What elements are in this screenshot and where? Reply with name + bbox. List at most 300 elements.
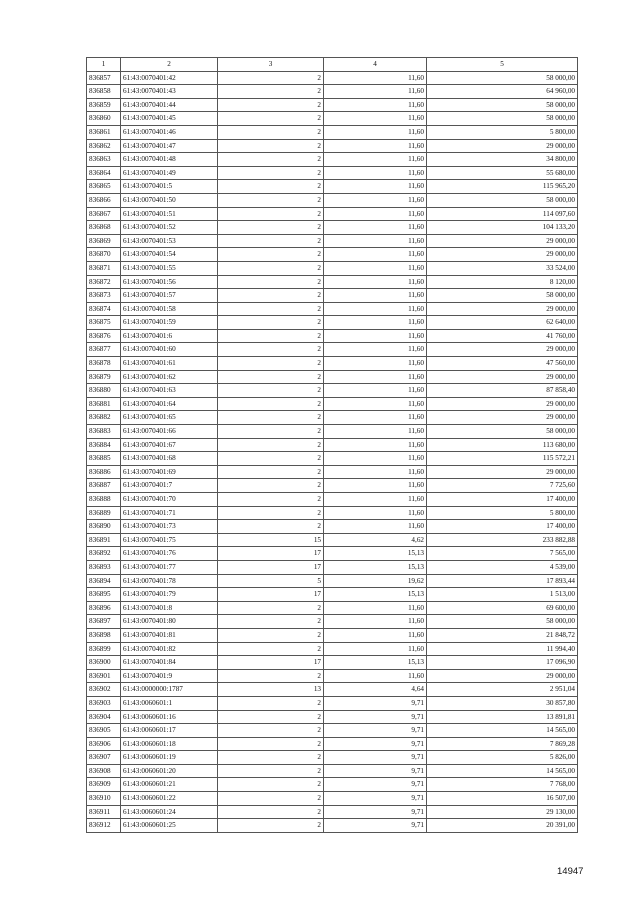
table-row xyxy=(87,683,578,697)
row-id-cell: 836861 xyxy=(87,125,121,139)
cadastral-number-cell: 61:43:0070401:43 xyxy=(121,85,218,99)
rate-cell: 15,13 xyxy=(324,560,427,574)
row-id-cell: 836859 xyxy=(87,98,121,112)
amount-cell: 29 000,00 xyxy=(427,234,578,248)
rate-cell: 19,62 xyxy=(324,574,427,588)
row-id-cell: 836898 xyxy=(87,628,121,642)
row-id-cell: 836902 xyxy=(87,683,121,697)
amount-cell: 5 800,00 xyxy=(427,506,578,520)
table-row xyxy=(87,479,578,493)
rate-cell: 11,60 xyxy=(324,397,427,411)
table-row xyxy=(87,261,578,275)
row-id-cell: 836885 xyxy=(87,452,121,466)
table-row xyxy=(87,601,578,615)
rate-cell: 9,71 xyxy=(324,764,427,778)
table-row xyxy=(87,737,578,751)
table-row xyxy=(87,574,578,588)
cadastral-number-cell: 61:43:0060601:18 xyxy=(121,737,218,751)
table-row xyxy=(87,397,578,411)
column-header-4: 4 xyxy=(324,58,427,72)
table-row xyxy=(87,85,578,99)
cadastral-number-cell: 61:43:0070401:78 xyxy=(121,574,218,588)
rate-cell: 11,60 xyxy=(324,628,427,642)
category-cell: 2 xyxy=(218,153,324,167)
row-id-cell: 836892 xyxy=(87,547,121,561)
category-cell: 2 xyxy=(218,642,324,656)
row-id-cell: 836891 xyxy=(87,533,121,547)
row-id-cell: 836884 xyxy=(87,438,121,452)
table-row xyxy=(87,520,578,534)
rate-cell: 11,60 xyxy=(324,85,427,99)
rate-cell: 11,60 xyxy=(324,493,427,507)
amount-cell: 20 391,00 xyxy=(427,819,578,833)
category-cell: 2 xyxy=(218,193,324,207)
amount-cell: 14 565,00 xyxy=(427,764,578,778)
row-id-cell: 836893 xyxy=(87,560,121,574)
category-cell: 2 xyxy=(218,316,324,330)
category-cell: 2 xyxy=(218,289,324,303)
table-row xyxy=(87,560,578,574)
amount-cell: 233 882,88 xyxy=(427,533,578,547)
table-body xyxy=(87,71,578,832)
cadastral-number-cell: 61:43:0070401:61 xyxy=(121,357,218,371)
category-cell: 5 xyxy=(218,574,324,588)
rate-cell: 11,60 xyxy=(324,642,427,656)
row-id-cell: 836911 xyxy=(87,805,121,819)
cadastral-number-cell: 61:43:0070401:71 xyxy=(121,506,218,520)
amount-cell: 14 565,00 xyxy=(427,724,578,738)
cadastral-number-cell: 61:43:0070401:46 xyxy=(121,125,218,139)
rate-cell: 11,60 xyxy=(324,193,427,207)
table-row xyxy=(87,221,578,235)
table-row xyxy=(87,370,578,384)
category-cell: 2 xyxy=(218,819,324,833)
rate-cell: 11,60 xyxy=(324,384,427,398)
table-row xyxy=(87,248,578,262)
table-row xyxy=(87,425,578,439)
table-row xyxy=(87,724,578,738)
table-row xyxy=(87,778,578,792)
table-row xyxy=(87,452,578,466)
amount-cell: 47 560,00 xyxy=(427,357,578,371)
amount-cell: 29 000,00 xyxy=(427,465,578,479)
category-cell: 2 xyxy=(218,425,324,439)
category-cell: 2 xyxy=(218,438,324,452)
row-id-cell: 836870 xyxy=(87,248,121,262)
cadastral-number-cell: 61:43:0070401:73 xyxy=(121,520,218,534)
table-row xyxy=(87,357,578,371)
amount-cell: 69 600,00 xyxy=(427,601,578,615)
table-row xyxy=(87,166,578,180)
rate-cell: 11,60 xyxy=(324,180,427,194)
cadastral-number-cell: 61:43:0070401:75 xyxy=(121,533,218,547)
rate-cell: 11,60 xyxy=(324,343,427,357)
category-cell: 2 xyxy=(218,452,324,466)
cadastral-number-cell: 61:43:0070401:63 xyxy=(121,384,218,398)
cadastral-number-cell: 61:43:0070401:49 xyxy=(121,166,218,180)
category-cell: 17 xyxy=(218,588,324,602)
amount-cell: 33 524,00 xyxy=(427,261,578,275)
rate-cell: 11,60 xyxy=(324,438,427,452)
table-row xyxy=(87,71,578,85)
row-id-cell: 836896 xyxy=(87,601,121,615)
rate-cell: 9,71 xyxy=(324,710,427,724)
rate-cell: 11,60 xyxy=(324,248,427,262)
cadastral-number-cell: 61:43:0070401:42 xyxy=(121,71,218,85)
category-cell: 2 xyxy=(218,737,324,751)
category-cell: 2 xyxy=(218,751,324,765)
category-cell: 2 xyxy=(218,615,324,629)
amount-cell: 17 400,00 xyxy=(427,493,578,507)
amount-cell: 13 891,81 xyxy=(427,710,578,724)
table-row xyxy=(87,438,578,452)
category-cell: 2 xyxy=(218,139,324,153)
row-id-cell: 836862 xyxy=(87,139,121,153)
category-cell: 2 xyxy=(218,628,324,642)
table-row xyxy=(87,193,578,207)
header-row xyxy=(87,58,578,72)
row-id-cell: 836894 xyxy=(87,574,121,588)
cadastral-number-cell: 61:43:0070401:59 xyxy=(121,316,218,330)
category-cell: 2 xyxy=(218,302,324,316)
column-header-2: 2 xyxy=(121,58,218,72)
table-row xyxy=(87,751,578,765)
cadastral-number-cell: 61:43:0070401:6 xyxy=(121,329,218,343)
cadastral-number-cell: 61:43:0060601:25 xyxy=(121,819,218,833)
category-cell: 2 xyxy=(218,234,324,248)
category-cell: 2 xyxy=(218,669,324,683)
rate-cell: 11,60 xyxy=(324,357,427,371)
table-row xyxy=(87,234,578,248)
amount-cell: 87 858,40 xyxy=(427,384,578,398)
cadastral-number-cell: 61:43:0070401:81 xyxy=(121,628,218,642)
cadastral-number-cell: 61:43:0070401:65 xyxy=(121,411,218,425)
row-id-cell: 836865 xyxy=(87,180,121,194)
cadastral-number-cell: 61:43:0070401:77 xyxy=(121,560,218,574)
category-cell: 2 xyxy=(218,166,324,180)
amount-cell: 17 096,90 xyxy=(427,656,578,670)
table-row xyxy=(87,465,578,479)
rate-cell: 9,71 xyxy=(324,737,427,751)
amount-cell: 41 760,00 xyxy=(427,329,578,343)
row-id-cell: 836863 xyxy=(87,153,121,167)
cadastral-number-cell: 61:43:0070401:7 xyxy=(121,479,218,493)
row-id-cell: 836882 xyxy=(87,411,121,425)
amount-cell: 58 000,00 xyxy=(427,98,578,112)
page-number: 14947 xyxy=(557,866,584,877)
amount-cell: 64 960,00 xyxy=(427,85,578,99)
category-cell: 2 xyxy=(218,343,324,357)
row-id-cell: 836879 xyxy=(87,370,121,384)
table-row xyxy=(87,819,578,833)
rate-cell: 11,60 xyxy=(324,411,427,425)
amount-cell: 5 800,00 xyxy=(427,125,578,139)
rate-cell: 11,60 xyxy=(324,506,427,520)
row-id-cell: 836883 xyxy=(87,425,121,439)
category-cell: 2 xyxy=(218,696,324,710)
amount-cell: 58 000,00 xyxy=(427,289,578,303)
column-header-1: 1 xyxy=(87,58,121,72)
table-row xyxy=(87,615,578,629)
cadastral-number-cell: 61:43:0060601:22 xyxy=(121,792,218,806)
table-row xyxy=(87,112,578,126)
row-id-cell: 836874 xyxy=(87,302,121,316)
cadastral-number-cell: 61:43:0070401:60 xyxy=(121,343,218,357)
rate-cell: 11,60 xyxy=(324,615,427,629)
rate-cell: 11,60 xyxy=(324,98,427,112)
cadastral-number-cell: 61:43:0070401:52 xyxy=(121,221,218,235)
amount-cell: 29 130,00 xyxy=(427,805,578,819)
rate-cell: 11,60 xyxy=(324,329,427,343)
category-cell: 2 xyxy=(218,221,324,235)
rate-cell: 9,71 xyxy=(324,751,427,765)
amount-cell: 17 400,00 xyxy=(427,520,578,534)
row-id-cell: 836912 xyxy=(87,819,121,833)
cadastral-number-cell: 61:43:0070401:84 xyxy=(121,656,218,670)
category-cell: 2 xyxy=(218,112,324,126)
cadastral-number-cell: 61:43:0070401:5 xyxy=(121,180,218,194)
rate-cell: 11,60 xyxy=(324,289,427,303)
category-cell: 2 xyxy=(218,261,324,275)
table-row xyxy=(87,656,578,670)
data-table xyxy=(86,57,578,833)
category-cell: 17 xyxy=(218,656,324,670)
row-id-cell: 836860 xyxy=(87,112,121,126)
rate-cell: 11,60 xyxy=(324,234,427,248)
amount-cell: 58 000,00 xyxy=(427,112,578,126)
cadastral-number-cell: 61:43:0060601:16 xyxy=(121,710,218,724)
rate-cell: 11,60 xyxy=(324,261,427,275)
category-cell: 2 xyxy=(218,493,324,507)
amount-cell: 30 857,80 xyxy=(427,696,578,710)
cadastral-number-cell: 61:43:0070401:64 xyxy=(121,397,218,411)
row-id-cell: 836864 xyxy=(87,166,121,180)
cadastral-number-cell: 61:43:0060601:1 xyxy=(121,696,218,710)
amount-cell: 114 097,60 xyxy=(427,207,578,221)
rate-cell: 11,60 xyxy=(324,112,427,126)
table-row xyxy=(87,384,578,398)
table-row xyxy=(87,207,578,221)
row-id-cell: 836877 xyxy=(87,343,121,357)
row-id-cell: 836878 xyxy=(87,357,121,371)
amount-cell: 55 680,00 xyxy=(427,166,578,180)
row-id-cell: 836867 xyxy=(87,207,121,221)
rate-cell: 9,71 xyxy=(324,792,427,806)
cadastral-number-cell: 61:43:0070401:62 xyxy=(121,370,218,384)
row-id-cell: 836901 xyxy=(87,669,121,683)
category-cell: 2 xyxy=(218,71,324,85)
amount-cell: 58 000,00 xyxy=(427,193,578,207)
cadastral-number-cell: 61:43:0000000:1787 xyxy=(121,683,218,697)
amount-cell: 8 120,00 xyxy=(427,275,578,289)
cadastral-number-cell: 61:43:0070401:76 xyxy=(121,547,218,561)
table-row xyxy=(87,792,578,806)
row-id-cell: 836858 xyxy=(87,85,121,99)
table-row xyxy=(87,343,578,357)
category-cell: 17 xyxy=(218,560,324,574)
category-cell: 2 xyxy=(218,411,324,425)
rate-cell: 15,13 xyxy=(324,588,427,602)
row-id-cell: 836886 xyxy=(87,465,121,479)
rate-cell: 11,60 xyxy=(324,153,427,167)
rate-cell: 11,60 xyxy=(324,669,427,683)
row-id-cell: 836888 xyxy=(87,493,121,507)
category-cell: 2 xyxy=(218,506,324,520)
cadastral-number-cell: 61:43:0070401:57 xyxy=(121,289,218,303)
table-row xyxy=(87,710,578,724)
amount-cell: 29 000,00 xyxy=(427,411,578,425)
table-row xyxy=(87,588,578,602)
cadastral-number-cell: 61:43:0070401:56 xyxy=(121,275,218,289)
cadastral-number-cell: 61:43:0070401:80 xyxy=(121,615,218,629)
row-id-cell: 836889 xyxy=(87,506,121,520)
cadastral-number-cell: 61:43:0070401:82 xyxy=(121,642,218,656)
category-cell: 2 xyxy=(218,357,324,371)
amount-cell: 7 768,00 xyxy=(427,778,578,792)
category-cell: 2 xyxy=(218,397,324,411)
amount-cell: 7 725,60 xyxy=(427,479,578,493)
row-id-cell: 836908 xyxy=(87,764,121,778)
cadastral-number-cell: 61:43:0070401:44 xyxy=(121,98,218,112)
row-id-cell: 836899 xyxy=(87,642,121,656)
category-cell: 2 xyxy=(218,465,324,479)
category-cell: 2 xyxy=(218,384,324,398)
category-cell: 2 xyxy=(218,125,324,139)
amount-cell: 21 848,72 xyxy=(427,628,578,642)
category-cell: 2 xyxy=(218,85,324,99)
category-cell: 2 xyxy=(218,764,324,778)
table-row xyxy=(87,302,578,316)
rate-cell: 11,60 xyxy=(324,125,427,139)
row-id-cell: 836909 xyxy=(87,778,121,792)
amount-cell: 113 680,00 xyxy=(427,438,578,452)
cadastral-number-cell: 61:43:0070401:67 xyxy=(121,438,218,452)
cadastral-number-cell: 61:43:0070401:45 xyxy=(121,112,218,126)
rate-cell: 11,60 xyxy=(324,275,427,289)
amount-cell: 62 640,00 xyxy=(427,316,578,330)
table-row xyxy=(87,764,578,778)
amount-cell: 7 869,28 xyxy=(427,737,578,751)
cadastral-number-cell: 61:43:0070401:9 xyxy=(121,669,218,683)
cadastral-number-cell: 61:43:0070401:8 xyxy=(121,601,218,615)
rate-cell: 9,71 xyxy=(324,819,427,833)
row-id-cell: 836873 xyxy=(87,289,121,303)
rate-cell: 11,60 xyxy=(324,452,427,466)
row-id-cell: 836904 xyxy=(87,710,121,724)
rate-cell: 11,60 xyxy=(324,302,427,316)
rate-cell: 9,71 xyxy=(324,696,427,710)
amount-cell: 58 000,00 xyxy=(427,425,578,439)
row-id-cell: 836869 xyxy=(87,234,121,248)
category-cell: 2 xyxy=(218,98,324,112)
category-cell: 2 xyxy=(218,479,324,493)
table-row xyxy=(87,329,578,343)
table-row xyxy=(87,275,578,289)
rate-cell: 15,13 xyxy=(324,547,427,561)
row-id-cell: 836900 xyxy=(87,656,121,670)
rate-cell: 11,60 xyxy=(324,465,427,479)
cadastral-number-cell: 61:43:0070401:70 xyxy=(121,493,218,507)
table-row xyxy=(87,139,578,153)
amount-cell: 104 133,20 xyxy=(427,221,578,235)
cadastral-number-cell: 61:43:0070401:48 xyxy=(121,153,218,167)
amount-cell: 7 565,00 xyxy=(427,547,578,561)
cadastral-number-cell: 61:43:0070401:47 xyxy=(121,139,218,153)
category-cell: 2 xyxy=(218,805,324,819)
amount-cell: 4 539,00 xyxy=(427,560,578,574)
cadastral-number-cell: 61:43:0070401:51 xyxy=(121,207,218,221)
table-row xyxy=(87,628,578,642)
category-cell: 2 xyxy=(218,248,324,262)
amount-cell: 29 000,00 xyxy=(427,669,578,683)
rate-cell: 11,60 xyxy=(324,520,427,534)
amount-cell: 2 951,04 xyxy=(427,683,578,697)
table-row xyxy=(87,125,578,139)
amount-cell: 34 800,00 xyxy=(427,153,578,167)
row-id-cell: 836903 xyxy=(87,696,121,710)
table-row xyxy=(87,805,578,819)
category-cell: 2 xyxy=(218,207,324,221)
row-id-cell: 836897 xyxy=(87,615,121,629)
category-cell: 2 xyxy=(218,778,324,792)
rate-cell: 11,60 xyxy=(324,425,427,439)
table-row xyxy=(87,316,578,330)
rate-cell: 11,60 xyxy=(324,479,427,493)
table-row xyxy=(87,669,578,683)
rate-cell: 11,60 xyxy=(324,601,427,615)
table-row xyxy=(87,180,578,194)
category-cell: 2 xyxy=(218,180,324,194)
cadastral-number-cell: 61:43:0060601:20 xyxy=(121,764,218,778)
rate-cell: 11,60 xyxy=(324,221,427,235)
amount-cell: 58 000,00 xyxy=(427,615,578,629)
amount-cell: 29 000,00 xyxy=(427,302,578,316)
category-cell: 2 xyxy=(218,710,324,724)
row-id-cell: 836910 xyxy=(87,792,121,806)
column-header-5: 5 xyxy=(427,58,578,72)
table-row xyxy=(87,547,578,561)
amount-cell: 17 893,44 xyxy=(427,574,578,588)
rate-cell: 9,71 xyxy=(324,724,427,738)
row-id-cell: 836866 xyxy=(87,193,121,207)
row-id-cell: 836881 xyxy=(87,397,121,411)
table-row xyxy=(87,696,578,710)
rate-cell: 11,60 xyxy=(324,139,427,153)
row-id-cell: 836872 xyxy=(87,275,121,289)
rate-cell: 11,60 xyxy=(324,207,427,221)
amount-cell: 115 965,20 xyxy=(427,180,578,194)
amount-cell: 5 826,00 xyxy=(427,751,578,765)
rate-cell: 11,60 xyxy=(324,316,427,330)
row-id-cell: 836871 xyxy=(87,261,121,275)
category-cell: 2 xyxy=(218,601,324,615)
row-id-cell: 836887 xyxy=(87,479,121,493)
table-row xyxy=(87,289,578,303)
column-header-3: 3 xyxy=(218,58,324,72)
row-id-cell: 836906 xyxy=(87,737,121,751)
amount-cell: 1 513,00 xyxy=(427,588,578,602)
row-id-cell: 836857 xyxy=(87,71,121,85)
category-cell: 2 xyxy=(218,370,324,384)
row-id-cell: 836876 xyxy=(87,329,121,343)
category-cell: 2 xyxy=(218,329,324,343)
rate-cell: 11,60 xyxy=(324,166,427,180)
row-id-cell: 836880 xyxy=(87,384,121,398)
cadastral-number-cell: 61:43:0070401:55 xyxy=(121,261,218,275)
table-row xyxy=(87,642,578,656)
table-row xyxy=(87,506,578,520)
amount-cell: 29 000,00 xyxy=(427,139,578,153)
